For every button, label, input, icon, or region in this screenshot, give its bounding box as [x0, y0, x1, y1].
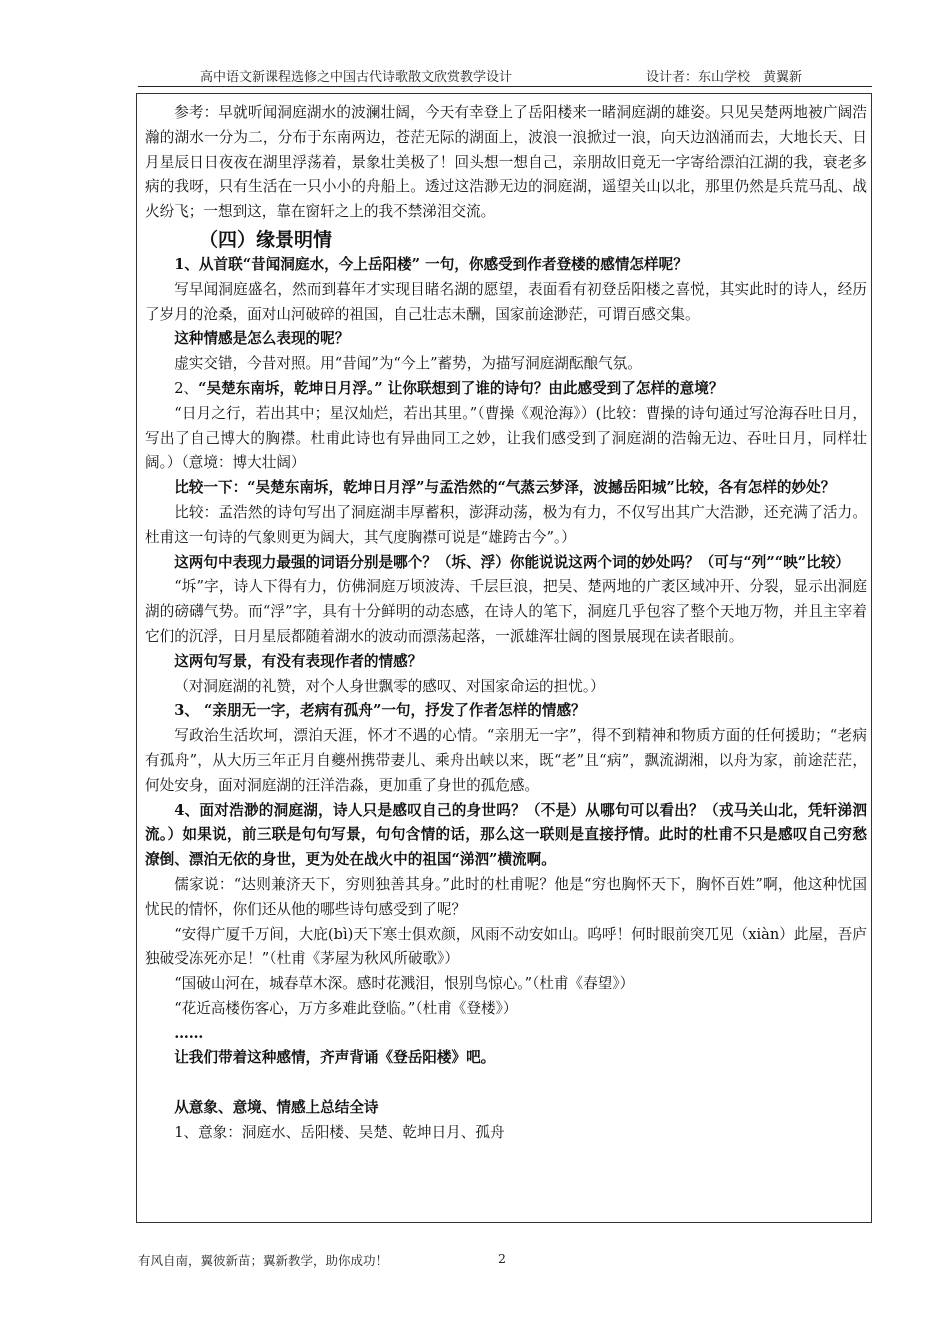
recite-instruction: 让我们带着这种感情，齐声背诵《登岳阳楼》吧。 [174, 1049, 496, 1067]
page-number: 2 [498, 1251, 506, 1266]
question-2d: 这两句写景，有没有表现作者的情感？ [174, 652, 423, 670]
question-3: 3、 “亲朋无一字，老病有孤舟”一句，抒发了作者怎样的情感？ [174, 702, 586, 720]
quote-3: “花近高楼伤客心，万方多难此登临。”（杜甫《登楼》） [174, 999, 518, 1017]
quote-2: “国破山河在，城春草木深。感时花溅泪，恨别鸟惊心。”（杜甫《春望》） [174, 975, 635, 993]
header-course-title: 高中语文新课程选修之中国古代诗歌散文欣赏教学设计 [200, 70, 513, 85]
blank-line [145, 1071, 867, 1096]
quote-1: “安得广厦千万间，大庇(bì)天下寒士俱欢颜，风雨不动安如山。呜呼！何时眼前突兀见（xiàn）此屋，吾庐独破受冻死亦足！”（杜甫《茅屋为秋风所破歌》） [145, 925, 867, 968]
question-2 [145, 377, 867, 402]
summary-title: 从意象、意境、情感上总结全诗 [174, 1099, 379, 1117]
answer-2b: 比较：孟浩然的诗句写出了洞庭湖丰厚蓄积，澎湃动荡，极为有力，不仅写出其广大浩渺，还充满了活力。杜甫这一句诗的气象则更为阔大，其气度胸襟可说是“雄跨古今”。） [145, 503, 867, 546]
ellipsis: …… [174, 1024, 204, 1042]
answer-4: 儒家说：“达则兼济天下，穷则独善其身。”此时的杜甫呢？他是“穷也胸怀天下，胸怀百姓”啊，他这种忧国忧民的情怀，你们还从他的哪些诗句感受到了呢？ [145, 875, 867, 918]
answer-2c: “坼”字，诗人下得有力，仿佛洞庭万顷波涛、千层巨浪，把吴、楚两地的广袤区域冲开、分裂，显示出洞庭湖的磅礴气势。而“浮”字，具有十分鲜明的动态感，在诗人的笔下，洞庭几乎包容了整个天地万物，并且主宰着它们的沉浮，日月星辰都随着湖水的波动而漂荡起落，一派雄浑壮阔的图景展现在读者眼前。 [145, 578, 867, 645]
answer-1: 写早闻洞庭盛名，然而到暮年才实现目睹名湖的愿望，表面看有初登岳阳楼之喜悦，其实此时的诗人，经历了岁月的沧桑，面对山河破碎的祖国，自己壮志未酬，国家前途渺茫，可谓百感交集。 [145, 280, 867, 323]
answer-3: 写政治生活坎坷，漂泊天涯，怀才不遇的心情。“亲朋无一字”，得不到精神和物质方面的任何援助；“老病有孤舟”，从大历三年正月自夔州携带妻儿、乘舟出峡以来，既“老”且“病”，飘流湖湘，以舟为家，前途茫茫，何处安身，面对洞庭湖的汪洋浩淼，更加重了身世的孤危感。 [145, 727, 867, 794]
section-title: （四）缘景明情 [199, 228, 333, 251]
question-1b: 这种情感是怎么表现的呢？ [174, 330, 350, 348]
question-2c: 这两句中表现力最强的词语分别是哪个？（坼、浮）你能说说这两个词的妙处吗？（可与“列”“映”比较） [174, 553, 850, 571]
question-2-number: 2、 [174, 379, 199, 397]
page-header [138, 64, 872, 87]
header-designer: 设计者：东山学校 黄翼新 [646, 70, 803, 85]
reference-paragraph: 参考：早就听闻洞庭湖水的波澜壮阔，今天有幸登上了岳阳楼来一睹洞庭湖的雄姿。只见吴楚两地被广阔浩瀚的湖水一分为二，分布于东南两边，苍茫无际的湖面上，波浪一浪掀过一浪，向天边汹涌而去，大地长天、日月星辰日日夜夜在湖里浮荡着，景象壮美极了！回头想一想自己，亲朋故旧竟无一字寄给漂泊江湖的我，衰老多病的我呀，只有生活在一只小小的舟船上。透过这浩渺无边的洞庭湖，遥望关山以北，那里仍然是兵荒马乱、战火纷飞；一想到这，靠在窗轩之上的我不禁涕泪交流。 [145, 104, 867, 221]
question-2-text: “吴楚东南坼，乾坤日月浮。” 让你联想到了谁的诗句？由此感受到了怎样的意境？ [198, 379, 724, 397]
content-body [145, 101, 867, 1146]
answer-1b: 虚实交错，今昔对照。用“昔闻”为“今上”蓄势，为描写洞庭湖酝酿气氛。 [174, 355, 642, 373]
question-1: 1、从首联“昔闻洞庭水，今上岳阳楼” 一句，你感受到作者登楼的感情怎样呢？ [174, 255, 688, 273]
summary-item-1: 1、意象：洞庭水、岳阳楼、吴楚、乾坤日月、孤舟 [174, 1123, 505, 1141]
footer-slogan: 有风自南，翼彼新苗；翼新教学，助你成功！ [138, 1253, 389, 1268]
question-4: 4、面对浩渺的洞庭湖，诗人只是感叹自己的身世吗？（不是）从哪句可以看出？（戎马关山北，凭轩涕泗流。）如果说，前三联是句句写景，句句含情的话，那么这一联则是直接抒情。此时的杜甫不只是感叹自己穷愁潦倒、漂泊无依的身世，更为处在战火中的祖国“涕泗”横流啊。 [145, 801, 867, 869]
answer-2: “日月之行，若出其中；星汉灿烂，若出其里。”（曹操《观沧海》）(比较：曹操的诗句通过写沧海吞吐日月，写出了自己博大的胸襟。杜甫此诗也有异曲同工之妙，让我们感受到了洞庭湖的浩翰无边、吞吐日月，同样壮阔。）（意境：博大壮阔） [145, 404, 867, 472]
question-2b: 比较一下：“吴楚东南坼，乾坤日月浮”与孟浩然的“气蒸云梦泽，波撼岳阳城”比较，各有怎样的妙处？ [174, 479, 836, 497]
answer-2d: （对洞庭湖的礼赞，对个人身世飘零的感叹、对国家命运的担忧。） [174, 677, 605, 695]
